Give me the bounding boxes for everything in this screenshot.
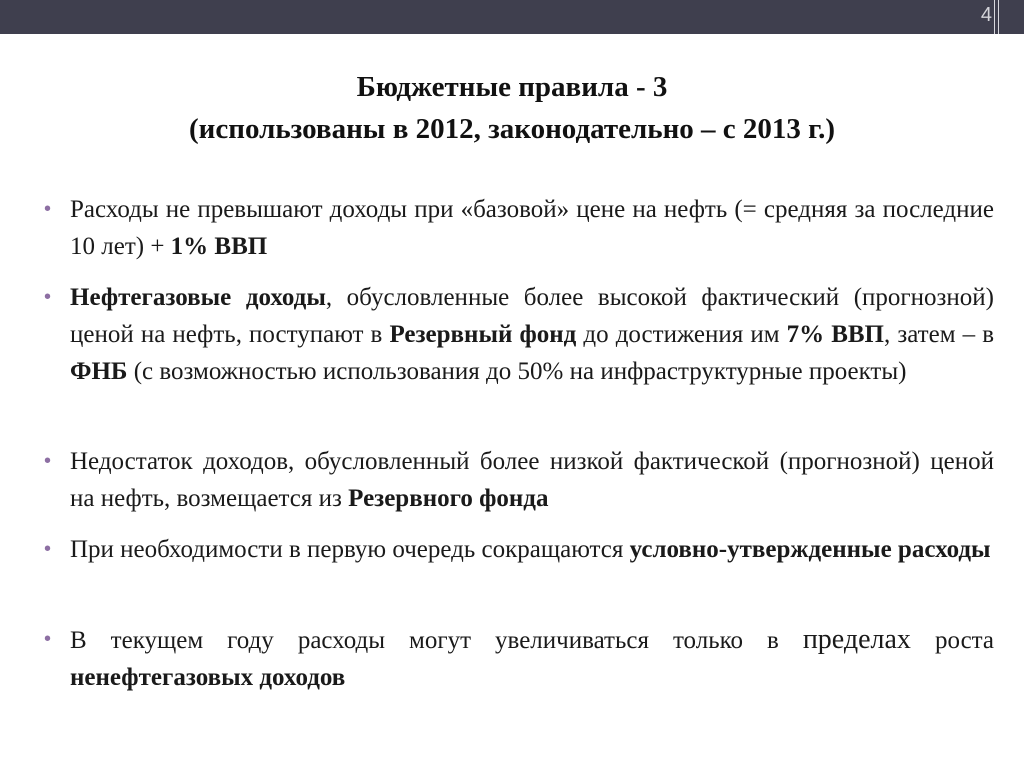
bullet-bold-text: Нефтегазовые доходы (70, 284, 326, 311)
bullet-plain-text: , затем – в (884, 321, 994, 348)
slide-title-line-2: (использованы в 2012, законодательно – с 2013 г.) (189, 113, 835, 145)
bullet-item-4 (44, 531, 994, 568)
bullet-text (70, 191, 994, 265)
bullet-plain-text: Недостаток доходов, обусловленный более низкой фактической (прогнозной) ценой на нефть, возмещается из (70, 448, 994, 512)
bullet-item-3 (44, 443, 994, 517)
bullet-bold-text: Резервного фонда (348, 485, 549, 512)
bullet-text (70, 443, 994, 517)
bullet-marker-icon: • (44, 198, 52, 220)
bullet-item-1 (44, 191, 994, 265)
bullet-bold-text: ФНБ (70, 358, 128, 385)
bullet-marker-icon: • (44, 286, 52, 308)
bullet-bold-text: Резервный фонд (389, 321, 577, 348)
bullet-marker-icon: • (44, 628, 52, 650)
bullet-text (70, 621, 994, 696)
bullet-bold-text: условно-утвержденные расходы (629, 536, 991, 563)
bullet-plain-text: При необходимости в первую очередь сокращаются (70, 536, 630, 563)
bullet-text (70, 279, 994, 390)
slide-number: 4 (980, 4, 992, 26)
bullet-text (70, 531, 994, 568)
bullet-large-text: пределах (802, 624, 911, 655)
bullet-item-2 (44, 279, 994, 390)
bullet-plain-text: роста (910, 627, 994, 654)
bullet-bold-text: ненефтегазовых доходов (70, 664, 346, 691)
bullet-item-5 (44, 621, 994, 696)
bullet-bold-text: 7% ВВП (786, 321, 885, 348)
bullet-plain-text: до достижения им (576, 321, 787, 348)
bullet-plain-text: , обусловленные более высокой фактический (прогнозной) ценой на нефть, поступают в (70, 284, 994, 348)
slide-title-line-1: Бюджетные правила - 3 (356, 71, 668, 103)
bullet-bold-text: 1% ВВП (170, 233, 268, 260)
bullet-marker-icon: • (44, 538, 52, 560)
bullet-plain-text: В текущем году расходы могут увеличиваться только в (70, 627, 803, 654)
bullet-plain-text: Расходы не превышают доходы при «базовой» цене на нефть (= средняя за последние 10 лет) + (70, 196, 994, 260)
bullet-marker-icon: • (44, 450, 52, 472)
bullet-plain-text: (с возможностью использования до 50% на инфраструктурные проекты) (127, 358, 907, 385)
